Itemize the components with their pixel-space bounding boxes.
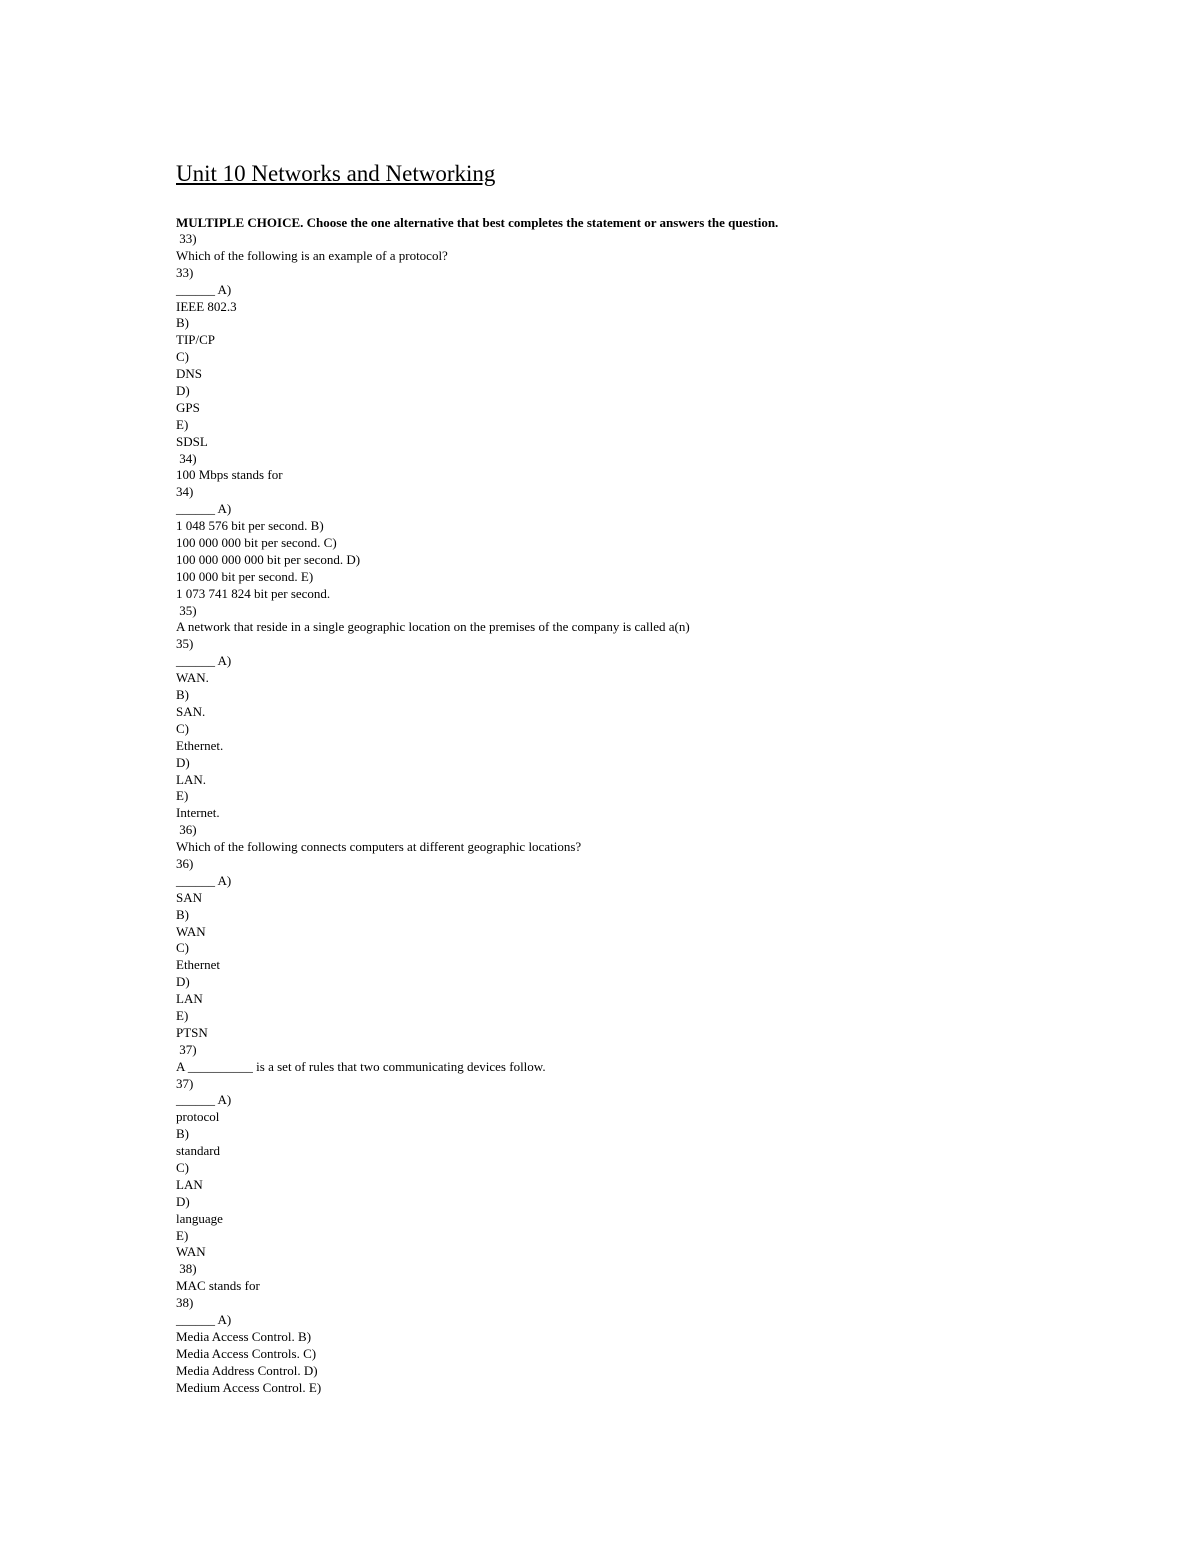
document-line: Medium Access Control. E) [176, 1379, 322, 1395]
document-line: E) [176, 1227, 189, 1243]
document-line: LAN [176, 1176, 203, 1192]
page-title: Unit 10 Networks and Networking [176, 161, 496, 186]
document-line: 33) [176, 264, 194, 280]
document-line: B) [176, 1126, 189, 1142]
document-line: WAN [176, 923, 206, 939]
document-line: LAN. [176, 771, 206, 787]
document-line: Media Access Control. B) [176, 1328, 312, 1344]
document-line: D) [176, 974, 190, 990]
document-line: standard [176, 1143, 221, 1159]
document-line: 37) [176, 1075, 194, 1091]
document-line: DNS [176, 366, 203, 382]
document-line: 100 Mbps stands for [176, 467, 283, 483]
document-line: ______ A) [176, 1092, 232, 1108]
document-line: TIP/CP [176, 332, 216, 348]
document-line: 35) [176, 636, 194, 652]
document-line: C) [176, 940, 189, 956]
document-line: 33) [176, 231, 197, 246]
document-line: MAC stands for [176, 1278, 260, 1294]
document-line: A network that reside in a single geographic location on the premises of the company is called a(n) [176, 619, 690, 635]
document-line: 36) [176, 855, 194, 871]
document-line: 35) [176, 602, 197, 618]
document-line: E) [176, 1007, 189, 1023]
document-line: Ethernet. [176, 737, 224, 753]
document-line: B) [176, 315, 189, 331]
document-line: 100 000 000 000 bit per second. D) [176, 551, 361, 567]
question-list [176, 231, 1136, 1396]
document-line: 1 048 576 bit per second. B) [176, 518, 324, 534]
document-line: Ethernet [176, 957, 221, 973]
document-line: D) [176, 754, 190, 770]
document-line: IEEE 802.3 [176, 298, 237, 314]
document-line: 34) [176, 450, 197, 466]
document-line: protocol [176, 1109, 220, 1125]
document-line: PTSN [176, 1024, 208, 1040]
document-line: SDSL [176, 433, 208, 449]
document-line: ______ A) [176, 653, 232, 669]
document-line: ______ A) [176, 501, 232, 517]
document-line: WAN [176, 1244, 206, 1260]
document-line: 1 073 741 824 bit per second. [176, 585, 331, 601]
document-line: E) [176, 416, 189, 432]
document-line: 100 000 bit per second. E) [176, 568, 314, 584]
instructions-text: Choose the one alternative that best completes the statement or answers the question. [303, 215, 779, 230]
document-line: B) [176, 906, 189, 922]
document-line: Which of the following is an example of a protocol? [176, 247, 448, 263]
document-line: WAN. [176, 670, 209, 686]
document-line: Media Address Control. D) [176, 1362, 318, 1378]
document-line: C) [176, 720, 189, 736]
document-line: ______ A) [176, 1312, 232, 1327]
document-line: C) [176, 349, 189, 365]
document-line: 38) [176, 1295, 194, 1311]
document-line: E) [176, 788, 189, 804]
document-line: 100 000 000 bit per second. C) [176, 535, 337, 551]
document-line: 38) [176, 1261, 197, 1277]
document-line: GPS [176, 399, 200, 415]
document-line: B) [176, 687, 189, 703]
document-line: LAN [176, 991, 203, 1007]
document-page [176, 160, 1136, 1396]
instructions [176, 214, 1136, 231]
document-line: ______ A) [176, 281, 232, 297]
document-line: SAN [176, 889, 203, 905]
document-line: 37) [176, 1041, 197, 1057]
instructions-lead: MULTIPLE CHOICE. [176, 215, 304, 230]
document-line: D) [176, 1193, 190, 1209]
document-line: SAN. [176, 703, 206, 719]
document-line: Which of the following connects computers at different geographic locations? [176, 839, 582, 855]
document-line: 34) [176, 484, 194, 500]
document-line: 36) [176, 822, 197, 838]
document-line: Internet. [176, 805, 220, 821]
document-line: ______ A) [176, 872, 232, 888]
document-line: Media Access Controls. C) [176, 1345, 317, 1361]
document-line: D) [176, 383, 190, 399]
document-line: language [176, 1210, 223, 1226]
document-line: C) [176, 1159, 189, 1175]
document-line: A __________ is a set of rules that two communicating devices follow. [176, 1058, 546, 1074]
